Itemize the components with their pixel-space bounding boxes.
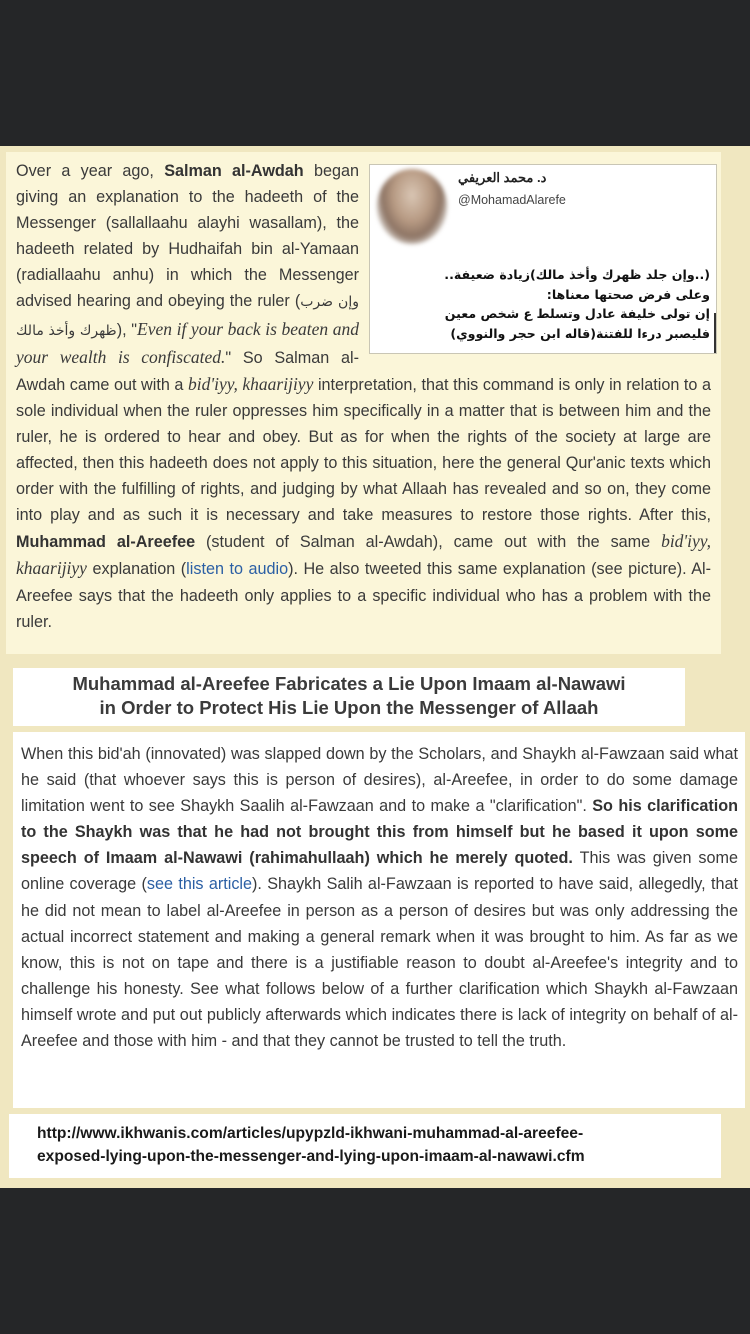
- source-url[interactable]: [9, 1114, 721, 1178]
- name-salman: Salman al-Awdah: [164, 162, 304, 180]
- text-run: ). Shaykh Salih al-Fawzaan is reported to have said, allegedly, that he did not mean to label al-Areefee in person as a person of desires but was only addressing the actual incorrect statement and making a general remark when it was brought to him. As far as we know, this is not on tape and there is a justifiable reason to doubt al-Areefee's integrity and to challenge his honesty. See what follows below of a further clarification which Shaykh al-Fawzaan himself wrote and put out publicly afterwards which indicates there is lack of integrity on behalf of al-Areefee and those with him - and that they cannot be trusted to tell the truth.: [21, 875, 738, 1051]
- text-run: Over a year ago,: [16, 162, 154, 180]
- heading-line-2: in Order to Protect His Lie Upon the Messenger of Allaah: [99, 697, 599, 718]
- section-heading: [13, 668, 685, 726]
- text-run: interpretation, that this command is only in relation to a sole individual when the ruler oppresses him specifically in a matter that is between him and the ruler, he is ordered to hear and obey. But as for when the rights of the society at large are affected, then this hadeeth does not apply to this situation, here the general Qur'anic texts which order with the fulfilling of rights, and judging by what Allaah has revealed and so on, they come into play and as such it is necessary and take measures to restore those rights. After this,: [16, 375, 712, 525]
- hadeeth-translation: Even if your back is beaten and your wealth is confiscated.: [16, 318, 359, 367]
- article-paragraph-clarification: [13, 732, 745, 1108]
- see-article-link[interactable]: see this article: [146, 875, 253, 894]
- bold-statement: So his clarification to the Shaykh was that he had not brought this from himself but he based it upon some speech of Imaam al-Nawawi (rahimahullaah) which he merely quoted.: [21, 797, 738, 868]
- article-paragraph-intro: [6, 152, 721, 654]
- heading-line-1: Muhammad al-Areefee Fabricates a Lie Upon Imaam al-Nawawi: [72, 673, 626, 694]
- tweet-author-name: د. محمد العريفي: [458, 170, 547, 185]
- tweet-author: [458, 167, 608, 211]
- text-run: This was given some online coverage (: [21, 849, 738, 894]
- term-bidiyy: bid'iyy, khaarijiyy: [188, 373, 314, 394]
- text-run: began giving an explanation to the hadeeth of the Messenger (sallallaahu alayhi wasallam), the hadeeth related by Hudhaifah bin al-Yamaan (radiallaahu anhu) in which the Messenger advised hearing and obeying the ruler (: [16, 162, 359, 311]
- tweet-line: فليصبر درءا للفتنة(قاله ابن حجر والنووي): [450, 325, 710, 341]
- url-line-2: exposed-lying-upon-the-messenger-and-lying-upon-imaam-al-nawawi.cfm: [37, 1147, 585, 1165]
- term-bidiyy: bid'iyy, khaarijiyy: [16, 531, 711, 579]
- tweet-image: [369, 164, 717, 354]
- tweet-line: (..وإن جلد ظهرك وأخذ مالك)زيادة ضعيفة..: [444, 267, 710, 282]
- screenshot-content: [0, 146, 750, 1188]
- text-run: (student of Salman al-Awdah), came out with the same: [206, 533, 651, 552]
- name-areefee: Muhammad al-Areefee: [16, 533, 196, 552]
- text-run: " So Salman al-Awdah came out with a: [16, 348, 359, 394]
- text-run: ), ": [116, 320, 138, 339]
- listen-audio-link[interactable]: listen to audio: [186, 560, 289, 579]
- tweet-edge: [714, 313, 716, 353]
- tweet-handle: @MohamadAlarefe: [458, 193, 566, 207]
- blurred-avatar: [377, 169, 447, 244]
- text-run: ). He also tweeted this same explanation (see picture). Al-Areefee says that the hadeeth only applies to a specific individual who has a problem with the ruler.: [16, 560, 711, 631]
- tweet-line: إن تولى خليفة عادل وتسلط ع شخص معين: [444, 306, 710, 321]
- tweet-line: وعلى فرض صحتها معناها:: [546, 286, 710, 302]
- arabic-quote: وإن ضرب ظهرك وأخذ مالك: [16, 294, 359, 339]
- text-run: explanation (: [92, 560, 187, 579]
- tweet-text: [422, 265, 710, 343]
- text-run: When this bid'ah (innovated) was slapped down by the Scholars, and Shaykh al-Fawzaan said what he said (that whoever says this is person of desires), al-Areefee, in order to do some damage limitation went to see Shaykh Saalih al-Fawzaan and to make a "clarification".: [21, 745, 738, 816]
- url-line-1: http://www.ikhwanis.com/articles/upypzld-ikhwani-muhammad-al-areefee-: [37, 1125, 584, 1142]
